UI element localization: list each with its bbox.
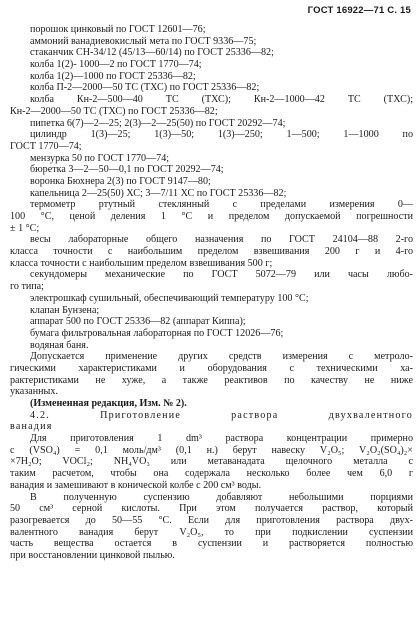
text-line: колба 1(2)—1000 по ГОСТ 25336—82; — [30, 70, 196, 82]
text-line: мензурка 50 по ГОСТ 1770—74; — [30, 152, 170, 164]
document-body — [10, 24, 413, 562]
text-line: ванадия и замешивают в конической колбе с 200 см³ воды. — [10, 479, 262, 491]
text-line: весы лабораторные общего назначения по ГОСТ 24104—88 2-го — [30, 234, 413, 246]
text-line: Кн-2—2000—50 ТС (ТХС) по ГОСТ 25336—82; — [10, 105, 218, 117]
amendment-note: (Измененная редакция, Изм. № 2). — [30, 398, 187, 409]
text-line: аммоний ванадиевокислый мета по ГОСТ 9336—75; — [30, 35, 257, 47]
text-line: бюретка 3—2—50—0,1 по ГОСТ 20292—74; — [30, 164, 224, 176]
text-line: валентного ванадия берут V₂O₅, то при подкислении суспензии — [10, 526, 413, 538]
text-line: указанных. — [10, 386, 58, 398]
text-line: воронка Бюхнера 2(3) по ГОСТ 9147—80; — [30, 175, 211, 187]
text-line: секундомеры механические по ГОСТ 5072—79 или часы любо- — [30, 269, 413, 281]
text-line: ГОСТ 1770—74; — [10, 140, 82, 152]
text-line: ± 1 °С; — [10, 222, 40, 234]
text-line: рактеристиками не хуже, а также реактивов по качеству не ниже — [10, 374, 413, 386]
text-line: бумага фильтровальная лабораторная по ГОСТ 12026—76; — [30, 327, 284, 339]
text-line: 100 °С, ценой деления 1 °С и пределом допускаемой погрешности — [10, 211, 413, 222]
page-header: ГОСТ 16922—71 С. 15 — [307, 5, 411, 16]
text-line: го типа; — [10, 281, 44, 293]
text-line: разогревается до 50—55 °С. Если для приготовления раствора двух- — [10, 514, 413, 526]
text-line: таким расчетом, чтобы она содержала несколько более чем 6,0 г — [10, 468, 413, 480]
text-line: 50 см³ серной кислоты. При этом получается раствор, который — [10, 503, 413, 515]
text-line: термометр ртутный стеклянный с пределами измерения 0— — [30, 199, 413, 211]
text-line: ×7H₂O; VOCl₂; NH₄VO₃ или метаванадата щелочного металла с — [10, 456, 413, 468]
text-line: капельница 2—25(50) ХС; 3—7/11 ХС по ГОСТ 25336—82; — [30, 187, 287, 199]
text-line: В полученную суспензию добавляют небольшими порциями — [30, 491, 413, 503]
text-line: цилиндр 1(3)—25; 1(3)—50; 1(3)—250; 1—500; 1—1000 по — [30, 129, 413, 141]
text-line: при восстановлении цинковой пылью. — [10, 549, 175, 561]
text-line: водяная баня. — [30, 339, 89, 351]
text-line: порошок цинковый по ГОСТ 12601—76; — [30, 24, 206, 35]
text-line: колба 1(2)- 1000—2 по ГОСТ 1770—74; — [30, 59, 202, 71]
text-line: колба Кн-2—500—40 ТС (ТХС); Кн-2—1000—42 ТС (ТХС); — [30, 94, 413, 106]
text-line: c (VSO₄) = 0,1 моль/дм³ (0,1 н.) берут навеску V₂O₅; V₂O₂(SO₄)₂× — [10, 444, 413, 456]
text-line: клапан Бунзена; — [30, 304, 100, 316]
text-line: класса точности с наибольшим пределом взвешивания 200 г и 4-го — [10, 246, 413, 258]
text-line: аппарат 500 по ГОСТ 25336—82 (аппарат Киппа); — [30, 316, 246, 328]
text-line: Для приготовления 1 dm³ раствора концентрации примерно — [30, 433, 413, 445]
text-line: колба П-2—2000—50 ТС (ТХС) по ГОСТ 25336—82; — [30, 82, 260, 94]
text-line: Допускается применение других средств измерения с метроло- — [30, 351, 413, 363]
text-line: электрошкаф сушильный, обеспечивающий температуру 100 °С; — [30, 292, 309, 304]
text-line: часть вещества остается в суспензии и растворяется полностью — [10, 538, 413, 550]
section-heading: 4.2. Приготовление раствора двухвалентного — [30, 409, 413, 421]
text-line: гическими характеристиками и оборудования с техническими ха- — [10, 362, 413, 374]
text-line: класса точности с наибольшим пределом взвешивания 500 г; — [10, 257, 273, 269]
text-line: пипетка 6(7)—2—25; 2(3)—2—25(50) по ГОСТ 20292—74; — [30, 117, 286, 129]
text-line: стаканчик СН-34/12 (45/13—60/14) по ГОСТ 25336—82; — [30, 47, 274, 59]
section-heading: ванадия — [10, 421, 53, 433]
